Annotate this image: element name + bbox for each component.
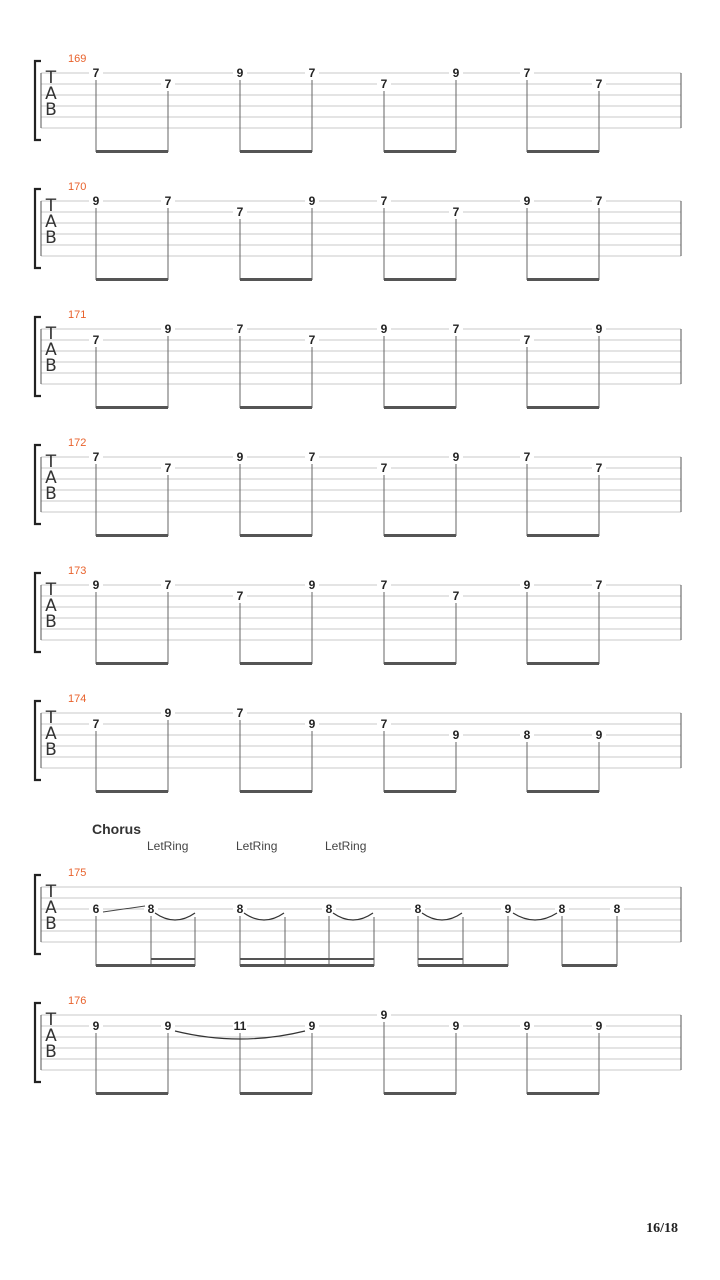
section-label-chorus: Chorus — [92, 821, 141, 837]
fret-number: 6 — [92, 902, 100, 916]
fret-number: 9 — [595, 728, 603, 742]
fret-number: 9 — [452, 1019, 460, 1033]
fret-number: 7 — [92, 66, 100, 80]
system-bracket — [35, 445, 41, 524]
tab-clef-letter: A — [45, 468, 57, 488]
note-beam — [562, 964, 617, 967]
fret-number: 7 — [595, 461, 603, 475]
note-beam — [527, 406, 599, 409]
tab-clef-letter: A — [45, 340, 57, 360]
fret-number: 9 — [595, 322, 603, 336]
fret-number: 9 — [504, 902, 512, 916]
note-beam — [384, 1092, 456, 1095]
fret-number: 7 — [380, 461, 388, 475]
fret-number: 7 — [236, 322, 244, 336]
fret-number: 8 — [558, 902, 566, 916]
note-beam — [527, 790, 599, 793]
system-bracket — [35, 317, 41, 396]
measure-number: 172 — [68, 437, 87, 449]
note-beam — [96, 406, 168, 409]
fret-number: 9 — [236, 450, 244, 464]
note-beam — [527, 662, 599, 665]
tab-clef-letter: T — [45, 1010, 57, 1030]
system-bracket — [35, 189, 41, 268]
fret-number: 9 — [523, 578, 531, 592]
note-beam — [240, 662, 312, 665]
note-beam — [418, 964, 508, 967]
note-beam — [527, 150, 599, 153]
note-beam — [96, 662, 168, 665]
let-ring-label: LetRing — [325, 839, 367, 853]
tab-clef-letter: A — [45, 84, 57, 104]
let-ring-label: LetRing — [147, 839, 189, 853]
fret-number: 7 — [595, 578, 603, 592]
fret-number: 9 — [308, 578, 316, 592]
fret-number: 9 — [380, 322, 388, 336]
measure-number: 171 — [68, 309, 87, 321]
note-beam — [527, 278, 599, 281]
fret-number: 7 — [92, 450, 100, 464]
note-beam — [384, 406, 456, 409]
fret-number: 8 — [236, 902, 244, 916]
fret-number: 9 — [523, 1019, 531, 1033]
tab-clef-letter: B — [45, 100, 57, 120]
note-beam — [96, 1092, 168, 1095]
note-beam — [384, 150, 456, 153]
tab-clef-letter: B — [45, 228, 57, 248]
let-ring-label: LetRing — [236, 839, 278, 853]
note-beam — [96, 150, 168, 153]
fret-number: 9 — [308, 1019, 316, 1033]
fret-number: 9 — [92, 194, 100, 208]
note-beam — [240, 278, 312, 281]
fret-number: 7 — [380, 578, 388, 592]
tab-clef-letter: A — [45, 898, 57, 918]
system-bracket — [35, 875, 41, 954]
fret-number: 9 — [92, 578, 100, 592]
note-beam — [240, 1092, 312, 1095]
tab-clef-letter: A — [45, 1026, 57, 1046]
fret-number: 7 — [452, 322, 460, 336]
fret-number: 9 — [92, 1019, 100, 1033]
tab-clef-letter: T — [45, 882, 57, 902]
note-beam — [240, 534, 312, 537]
let-ring-tie — [333, 913, 373, 920]
tab-clef-letter: B — [45, 914, 57, 934]
note-beam — [240, 790, 312, 793]
fret-number: 7 — [380, 77, 388, 91]
system-bracket — [35, 1003, 41, 1082]
fret-number: 7 — [452, 205, 460, 219]
measure-number: 174 — [68, 693, 87, 705]
fret-number: 7 — [164, 461, 172, 475]
fret-number: 9 — [595, 1019, 603, 1033]
tab-clef-letter: B — [45, 1042, 57, 1062]
note-beam — [384, 790, 456, 793]
system-bracket — [35, 701, 41, 780]
fret-number: 9 — [452, 728, 460, 742]
fret-number: 8 — [147, 902, 155, 916]
fret-number: 9 — [308, 194, 316, 208]
fret-number: 9 — [523, 194, 531, 208]
fret-number: 7 — [164, 578, 172, 592]
measure-number: 175 — [68, 867, 87, 879]
system-bracket — [35, 61, 41, 140]
fret-number: 11 — [233, 1019, 247, 1033]
note-subbeam — [418, 958, 463, 960]
fret-number: 7 — [595, 194, 603, 208]
note-beam — [384, 662, 456, 665]
fret-number: 9 — [380, 1008, 388, 1022]
note-subbeam — [240, 958, 374, 960]
tab-clef-letter: T — [45, 708, 57, 728]
fret-number: 8 — [414, 902, 422, 916]
tab-clef-letter: B — [45, 612, 57, 632]
note-beam — [96, 534, 168, 537]
fret-number: 9 — [452, 450, 460, 464]
tab-clef-letter: T — [45, 68, 57, 88]
note-beam — [240, 406, 312, 409]
tab-clef-letter: T — [45, 196, 57, 216]
tab-clef-letter: T — [45, 324, 57, 344]
fret-number: 7 — [380, 194, 388, 208]
tab-clef-letter: A — [45, 212, 57, 232]
fret-number: 7 — [92, 333, 100, 347]
let-ring-tie — [244, 913, 284, 920]
fret-number: 7 — [595, 77, 603, 91]
note-beam — [96, 964, 195, 967]
fret-number: 7 — [523, 333, 531, 347]
system-bracket — [35, 573, 41, 652]
measure-number: 170 — [68, 181, 87, 193]
let-ring-tie — [422, 913, 462, 920]
fret-number: 9 — [308, 717, 316, 731]
fret-number: 8 — [523, 728, 531, 742]
fret-number: 7 — [236, 589, 244, 603]
tab-clef-letter: A — [45, 724, 57, 744]
fret-number: 9 — [452, 66, 460, 80]
note-beam — [96, 790, 168, 793]
fret-number: 8 — [325, 902, 333, 916]
tab-clef-letter: B — [45, 484, 57, 504]
fret-number: 7 — [523, 450, 531, 464]
fret-number: 9 — [236, 66, 244, 80]
tab-clef-letter: B — [45, 356, 57, 376]
note-beam — [384, 534, 456, 537]
note-beam — [240, 964, 374, 967]
let-ring-tie — [513, 913, 557, 920]
fret-number: 7 — [308, 333, 316, 347]
fret-number: 7 — [523, 66, 531, 80]
page-number: 16/18 — [646, 1221, 678, 1236]
note-beam — [527, 1092, 599, 1095]
note-beam — [96, 278, 168, 281]
measure-number: 169 — [68, 53, 87, 65]
fret-number: 8 — [613, 902, 621, 916]
fret-number: 9 — [164, 322, 172, 336]
note-subbeam — [151, 958, 195, 960]
fret-number: 7 — [308, 66, 316, 80]
fret-number: 7 — [452, 589, 460, 603]
tab-clef-letter: T — [45, 452, 57, 472]
measure-number: 176 — [68, 995, 87, 1007]
note-beam — [384, 278, 456, 281]
fret-number: 9 — [164, 1019, 172, 1033]
fret-number: 9 — [164, 706, 172, 720]
fret-number: 7 — [164, 194, 172, 208]
note-beam — [527, 534, 599, 537]
fret-number: 7 — [308, 450, 316, 464]
note-beam — [240, 150, 312, 153]
fret-number: 7 — [164, 77, 172, 91]
let-ring-tie — [155, 913, 195, 920]
fret-number: 7 — [236, 205, 244, 219]
fret-number: 7 — [236, 706, 244, 720]
tab-clef-letter: B — [45, 740, 57, 760]
tab-clef-letter: T — [45, 580, 57, 600]
fret-number: 7 — [380, 717, 388, 731]
tab-clef-letter: A — [45, 596, 57, 616]
measure-number: 173 — [68, 565, 87, 577]
fret-number: 7 — [92, 717, 100, 731]
